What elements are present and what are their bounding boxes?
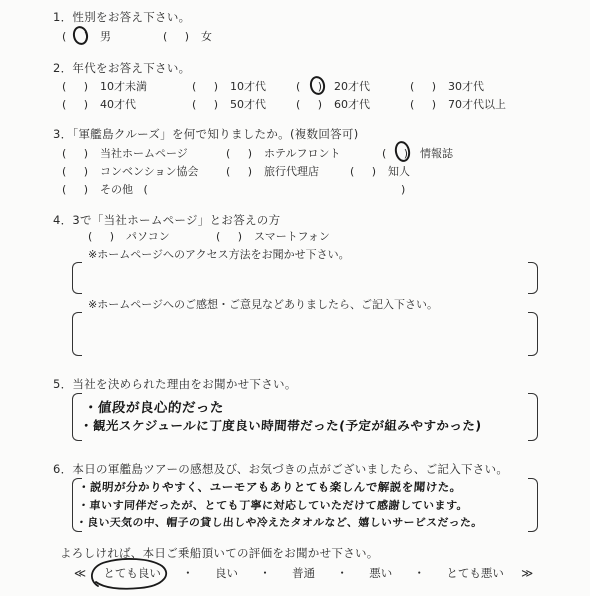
option-label: コンベンション協会 [100, 165, 199, 178]
access-bracket-right [528, 262, 538, 294]
rating-option-very-good[interactable]: とても良い [103, 566, 161, 580]
comment-handwritten-3: ・良い天気の中、帽子の貸し出しや冷えたタオルなど、嬉しいサービスだった。 [75, 516, 484, 529]
option-label: 20才代 [334, 80, 370, 93]
rating-separator: ・ [336, 566, 348, 580]
q2-option-10s[interactable]: ( ) 10才代 [192, 80, 266, 93]
q4-feedback-note: ※ホームページへのご感想・ご意見などありましたら、ご記入下さい。 [88, 298, 438, 311]
q4-title: 4．3で「当社ホームページ」とお答えの方 [53, 213, 281, 227]
comment-bracket-right [528, 478, 538, 532]
access-bracket-left [72, 262, 82, 294]
rating-option-good[interactable]: 良い [214, 566, 238, 580]
q3-option-convention[interactable]: ( ) コンベンション協会 [62, 165, 199, 178]
q2-option-30s[interactable]: ( ) 30才代 [410, 80, 484, 93]
option-label: 男 [100, 30, 111, 43]
option-label: 知人 [388, 165, 410, 178]
q2-option-70plus[interactable]: ( ) 70才代以上 [410, 98, 506, 111]
q5-title: 5．当社を決められた理由をお聞かせ下さい。 [53, 377, 297, 391]
comment-handwritten-2: ・車いす同伴だったが、とても丁寧に対応していただけて感謝しています。 [77, 499, 469, 512]
q4-access-note: ※ホームページへのアクセス方法をお聞かせ下さい。 [88, 248, 350, 261]
option-label: 当社ホームページ [100, 147, 188, 160]
q6-title: 6．本日の軍艦島ツアーの感想及び、お気づきの点がございましたら、ご記入下さい。 [53, 462, 509, 476]
rating-separator: ・ [413, 566, 426, 580]
option-label: 情報誌 [420, 147, 453, 160]
option-label: その他 [100, 183, 133, 196]
q2-option-60s[interactable]: ( ) 60才代 [296, 98, 370, 111]
rating-option-bad[interactable]: 悪い [369, 566, 393, 580]
option-label: 女 [201, 30, 212, 43]
option-label: 60才代 [334, 98, 370, 111]
rating-separator: ・ [182, 566, 194, 580]
q1-option-female[interactable]: ( ) 女 [163, 30, 212, 43]
hand-circle-rating-very-good [84, 552, 172, 592]
option-label: 40才代 [100, 98, 136, 111]
rating-open-bracket: ≪ [74, 566, 87, 580]
rating-prompt: よろしければ、本日ご乗船頂いての評価をお聞かせ下さい。 [60, 546, 379, 560]
option-label: 10才未満 [100, 80, 147, 93]
q2-option-20s[interactable]: ( ) 20才代 [296, 80, 370, 93]
option-label: 30才代 [448, 80, 484, 93]
option-label: スマートフォン [254, 230, 330, 243]
option-label: パソコン [126, 230, 170, 243]
q3-option-hotel-front[interactable]: ( ) ホテルフロント [226, 147, 341, 160]
q3-title: 3．「軍艦島クルーズ」を何で知りましたか。(複数回答可) [53, 127, 359, 141]
reason-bracket-right [528, 393, 538, 441]
feedback-bracket-right [528, 312, 538, 356]
rating-close-bracket: ≫ [521, 566, 534, 580]
reason-handwritten-2: ・観光スケジュールに丁度良い時間帯だった(予定が組みやすかった) [79, 418, 483, 433]
comment-handwritten-1: ・説明が分かりやすく、ユーモアもありとても楽しんで解説を聞けた。 [77, 480, 463, 494]
q2-option-under10[interactable]: ( ) 10才未満 [62, 80, 147, 93]
rating-option-average[interactable]: 普通 [292, 566, 316, 580]
option-label: 70才代以上 [448, 98, 506, 111]
option-label: 旅行代理店 [264, 165, 319, 178]
q1-option-male[interactable]: ( ) 男 [62, 30, 111, 43]
q3-option-travel-agency[interactable]: ( ) 旅行代理店 [226, 165, 319, 178]
q3-option-homepage[interactable]: ( ) 当社ホームページ [62, 147, 188, 160]
q2-option-40s[interactable]: ( ) 40才代 [62, 98, 136, 111]
q4-option-pc[interactable]: ( ) パソコン [88, 230, 170, 243]
q4-option-smartphone[interactable]: ( ) スマートフォン [216, 230, 330, 243]
option-label: 10才代 [230, 80, 266, 93]
q3-option-other[interactable]: ( ) その他 ( ) [62, 183, 406, 196]
option-label: ホテルフロント [264, 147, 341, 160]
q3-option-acquaintance[interactable]: ( ) 知人 [350, 165, 410, 178]
q2-option-50s[interactable]: ( ) 50才代 [192, 98, 266, 111]
reason-handwritten-1: ・値段が良心的だった [83, 400, 225, 416]
feedback-bracket-left [72, 312, 82, 356]
q2-title: 2．年代をお答え下さい。 [53, 61, 191, 75]
q1-title: 1．性別をお答え下さい。 [53, 10, 191, 24]
rating-separator: ・ [259, 566, 271, 580]
option-label: 50才代 [230, 98, 266, 111]
q3-option-magazine[interactable]: ( ) 情報誌 [382, 147, 453, 160]
rating-option-very-bad[interactable]: とても悪い [446, 566, 504, 580]
